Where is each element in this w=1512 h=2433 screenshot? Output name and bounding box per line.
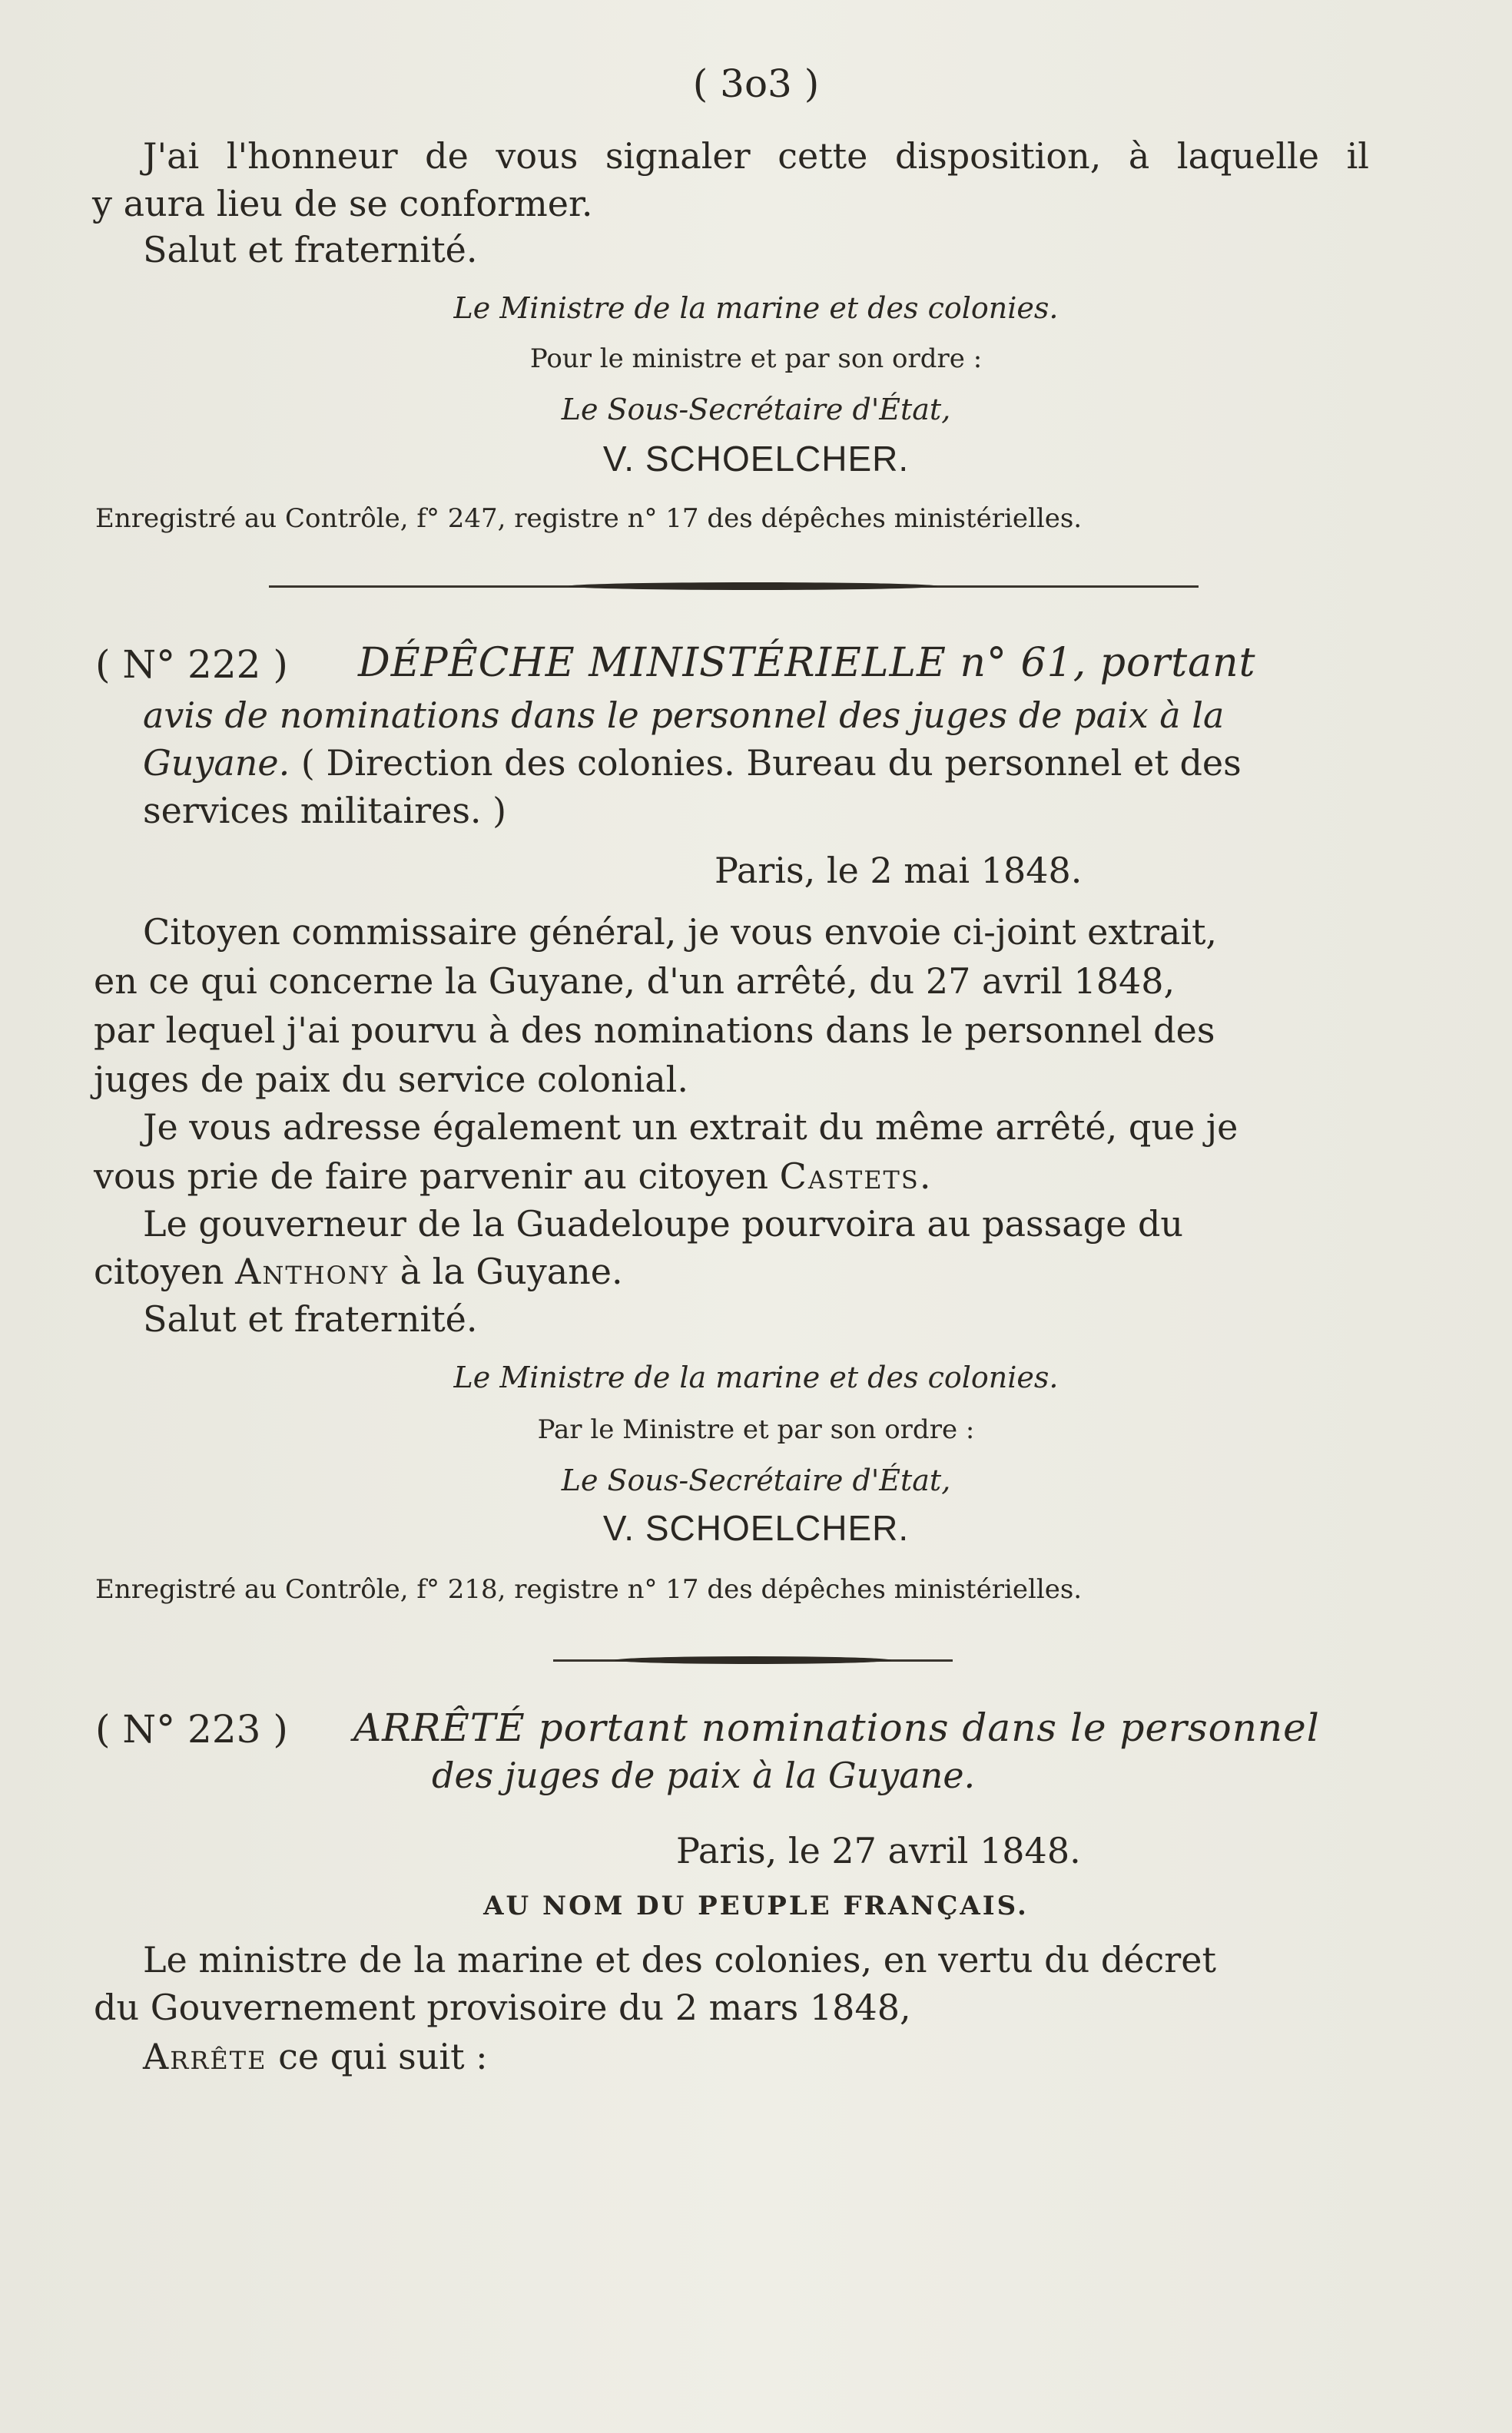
decree-number: ( N° 222 ) (95, 642, 288, 687)
registration-note: Enregistré au Contrôle, f° 247, registre n° 17 des dépêches ministérielles. (95, 503, 1083, 534)
salutation: Salut et fraternité. (143, 1298, 478, 1340)
decree-title-line: avis de nominations dans le personnel des juges de paix à la (143, 694, 1225, 736)
paragraph-line: Citoyen commissaire général, je vous envoie ci-joint extrait, (143, 911, 1218, 953)
person-name: Castets. (779, 1155, 933, 1197)
decree-title-line: Guyane. ( Direction des colonies. Bureau du personnel et des (143, 742, 1242, 784)
sous-secretaire-line: Le Sous-Secrétaire d'État, (561, 1463, 951, 1497)
paragraph-line: juges de paix du service colonial. (94, 1059, 689, 1100)
paragraph-line: en ce qui concerne la Guyane, d'un arrêté, du 27 avril 1848, (94, 960, 1175, 1002)
decree-title: DÉPÊCHE MINISTÉRIELLE n° 61, portant (358, 640, 1256, 686)
paragraph-line: J'ai l'honneur de vous signaler cette disposition, à laquelle il (143, 135, 1369, 177)
paragraph-line: vous prie de faire parvenir au citoyen Castets. (94, 1155, 933, 1197)
signature: V. SCHOELCHER. (602, 1508, 910, 1548)
decree-title-line: services militaires. ) (143, 790, 507, 831)
order-line: Par le Ministre et par son ordre : (537, 1414, 975, 1445)
sous-secretaire-line: Le Sous-Secrétaire d'État, (561, 393, 951, 426)
paragraph-line: y aura lieu de se conformer. (92, 183, 593, 224)
person-name: Anthony (235, 1251, 389, 1292)
paragraph-line: Je vous adresse également un extrait du même arrêté, que je (143, 1106, 1238, 1148)
paragraph-line: du Gouvernement provisoire du 2 mars 1848, (94, 1987, 911, 2028)
decree-date: Paris, le 27 avril 1848. (676, 1830, 1081, 1871)
paragraph-line: par lequel j'ai pourvu à des nominations dans le personnel des (94, 1009, 1215, 1051)
minister-line: Le Ministre de la marine et des colonies. (453, 1361, 1059, 1394)
minister-line: Le Ministre de la marine et des colonies. (453, 291, 1059, 325)
salutation: Salut et fraternité. (143, 229, 478, 270)
order-line: Pour le ministre et par son ordre : (529, 343, 983, 374)
paragraph-line: citoyen Anthony à la Guyane. (94, 1251, 623, 1292)
decree-title: ARRÊTÉ portant nominations dans le personnel (353, 1705, 1320, 1750)
registration-note: Enregistré au Contrôle, f° 218, registre n° 17 des dépêches ministérielles. (95, 1574, 1083, 1605)
signature: V. SCHOELCHER. (602, 439, 910, 479)
paragraph-line: Le gouverneur de la Guadeloupe pourvoira au passage du (143, 1203, 1184, 1245)
decree-title-line: des juges de paix à la Guyane. (432, 1755, 976, 1796)
preamble-heading: AU NOM DU PEUPLE FRANÇAIS. (483, 1891, 1029, 1921)
paragraph-line: Le ministre de la marine et des colonies, en vertu du décret (143, 1939, 1216, 1981)
page-number: ( 3o3 ) (692, 61, 820, 106)
decree-number: ( N° 223 ) (95, 1707, 288, 1752)
decree-date: Paris, le 2 mai 1848. (715, 850, 1083, 891)
paragraph-line: Arrête ce qui suit : (143, 2036, 488, 2077)
section-divider-ornament (615, 1656, 891, 1664)
section-divider-ornament (569, 582, 937, 590)
